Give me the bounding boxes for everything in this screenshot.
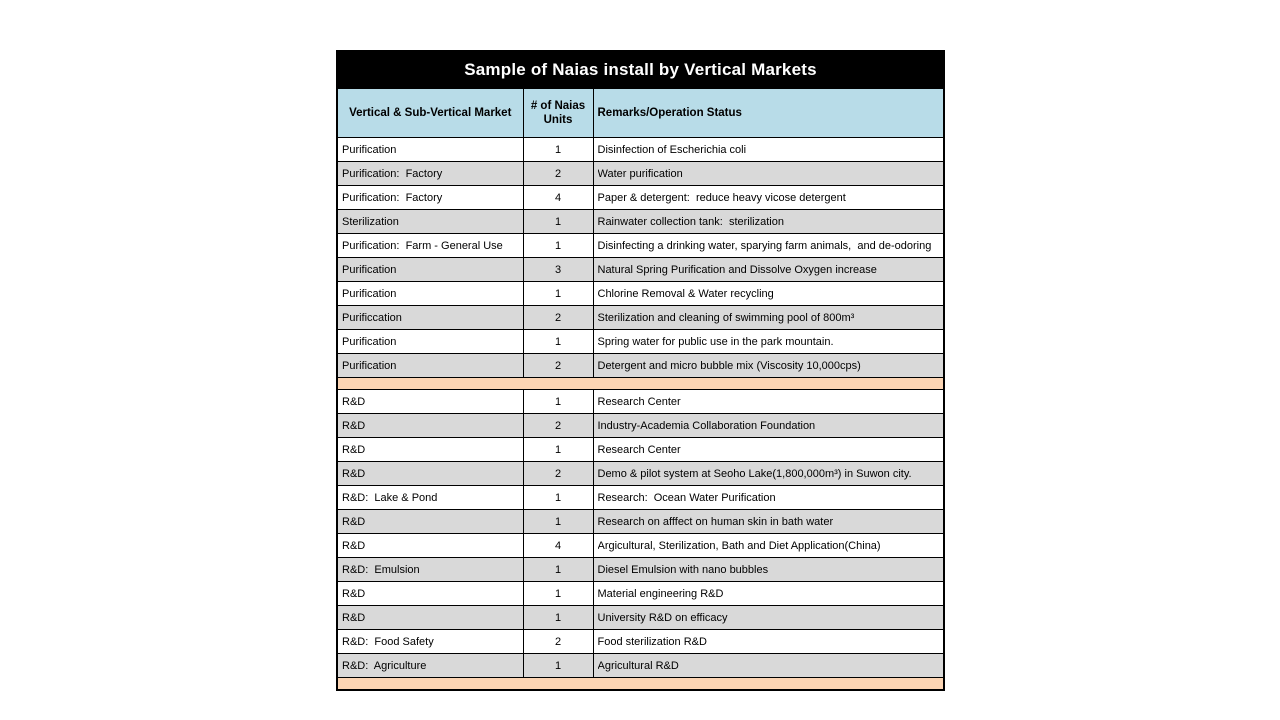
remarks-cell: Diesel Emulsion with nano bubbles	[593, 558, 944, 582]
remarks-cell: Chlorine Removal & Water recycling	[593, 282, 944, 306]
remarks-cell: Industry-Academia Collaboration Foundation	[593, 414, 944, 438]
table-row	[337, 234, 944, 258]
separator-band	[337, 378, 944, 390]
market-cell: Purification: Factory	[337, 162, 523, 186]
market-cell: Purification	[337, 330, 523, 354]
table-title: Sample of Naias install by Vertical Markets	[337, 51, 944, 89]
market-cell: R&D: Emulsion	[337, 558, 523, 582]
market-cell: R&D	[337, 462, 523, 486]
market-cell: R&D	[337, 510, 523, 534]
market-cell: Purification: Factory	[337, 186, 523, 210]
market-cell: R&D: Lake & Pond	[337, 486, 523, 510]
market-cell: R&D: Agriculture	[337, 654, 523, 678]
table-row	[337, 438, 944, 462]
table-row	[337, 258, 944, 282]
market-cell: R&D: Food Safety	[337, 630, 523, 654]
remarks-cell: Research Center	[593, 390, 944, 414]
units-cell: 3	[523, 258, 593, 282]
table-row	[337, 186, 944, 210]
remarks-cell: University R&D on efficacy	[593, 606, 944, 630]
table-row	[337, 210, 944, 234]
remarks-cell: Spring water for public use in the park mountain.	[593, 330, 944, 354]
remarks-cell: Water purification	[593, 162, 944, 186]
market-cell: R&D	[337, 438, 523, 462]
market-cell: R&D	[337, 534, 523, 558]
remarks-cell: Detergent and micro bubble mix (Viscosity 10,000cps)	[593, 354, 944, 378]
remarks-cell: Rainwater collection tank: sterilization	[593, 210, 944, 234]
naias-install-table	[336, 50, 945, 691]
market-cell: Purification: Farm - General Use	[337, 234, 523, 258]
market-cell: R&D	[337, 582, 523, 606]
separator-row	[337, 378, 944, 390]
table-row	[337, 354, 944, 378]
market-cell: Purification	[337, 354, 523, 378]
remarks-cell: Argicultural, Sterilization, Bath and Diet Application(China)	[593, 534, 944, 558]
remarks-cell: Paper & detergent: reduce heavy vicose detergent	[593, 186, 944, 210]
units-cell: 1	[523, 330, 593, 354]
remarks-cell: Sterilization and cleaning of swimming pool of 800m³	[593, 306, 944, 330]
market-cell: Purification	[337, 258, 523, 282]
table-row	[337, 414, 944, 438]
separator-row	[337, 678, 944, 691]
remarks-cell: Food sterilization R&D	[593, 630, 944, 654]
units-cell: 1	[523, 234, 593, 258]
table-body	[337, 138, 944, 691]
units-cell: 1	[523, 606, 593, 630]
remarks-cell: Agricultural R&D	[593, 654, 944, 678]
table-row	[337, 486, 944, 510]
market-cell: Purification	[337, 138, 523, 162]
units-cell: 1	[523, 282, 593, 306]
units-cell: 2	[523, 306, 593, 330]
market-cell: R&D	[337, 606, 523, 630]
units-cell: 1	[523, 210, 593, 234]
units-cell: 1	[523, 390, 593, 414]
remarks-cell: Natural Spring Purification and Dissolve Oxygen increase	[593, 258, 944, 282]
units-cell: 2	[523, 162, 593, 186]
table-row	[337, 630, 944, 654]
units-cell: 1	[523, 138, 593, 162]
units-cell: 4	[523, 186, 593, 210]
table-row	[337, 306, 944, 330]
units-cell: 1	[523, 486, 593, 510]
remarks-cell: Research Center	[593, 438, 944, 462]
units-cell: 2	[523, 354, 593, 378]
remarks-cell: Material engineering R&D	[593, 582, 944, 606]
units-cell: 1	[523, 438, 593, 462]
units-cell: 1	[523, 654, 593, 678]
table-row	[337, 606, 944, 630]
remarks-cell: Research: Ocean Water Purification	[593, 486, 944, 510]
table-row	[337, 390, 944, 414]
units-cell: 1	[523, 558, 593, 582]
remarks-cell: Disinfecting a drinking water, sparying farm animals, and de-odoring	[593, 234, 944, 258]
units-cell: 1	[523, 510, 593, 534]
table-row	[337, 330, 944, 354]
market-cell: Purificcation	[337, 306, 523, 330]
units-cell: 2	[523, 414, 593, 438]
table-row	[337, 558, 944, 582]
remarks-cell: Disinfection of Escherichia coli	[593, 138, 944, 162]
title-row	[337, 51, 944, 89]
table-row	[337, 162, 944, 186]
remarks-cell: Demo & pilot system at Seoho Lake(1,800,000m³) in Suwon city.	[593, 462, 944, 486]
table-row	[337, 462, 944, 486]
table-row	[337, 510, 944, 534]
market-cell: R&D	[337, 414, 523, 438]
column-header-row	[337, 89, 944, 138]
column-header-remarks: Remarks/Operation Status	[593, 89, 944, 138]
market-cell: Sterilization	[337, 210, 523, 234]
units-cell: 2	[523, 462, 593, 486]
column-header-units: # of Naias Units	[523, 89, 593, 138]
table-row	[337, 654, 944, 678]
table-row	[337, 282, 944, 306]
units-cell: 4	[523, 534, 593, 558]
units-cell: 1	[523, 582, 593, 606]
column-header-market: Vertical & Sub-Vertical Market	[337, 89, 523, 138]
market-cell: R&D	[337, 390, 523, 414]
table-row	[337, 534, 944, 558]
market-cell: Purification	[337, 282, 523, 306]
table-row	[337, 582, 944, 606]
table-row	[337, 138, 944, 162]
units-cell: 2	[523, 630, 593, 654]
separator-band	[337, 678, 944, 691]
remarks-cell: Research on afffect on human skin in bath water	[593, 510, 944, 534]
